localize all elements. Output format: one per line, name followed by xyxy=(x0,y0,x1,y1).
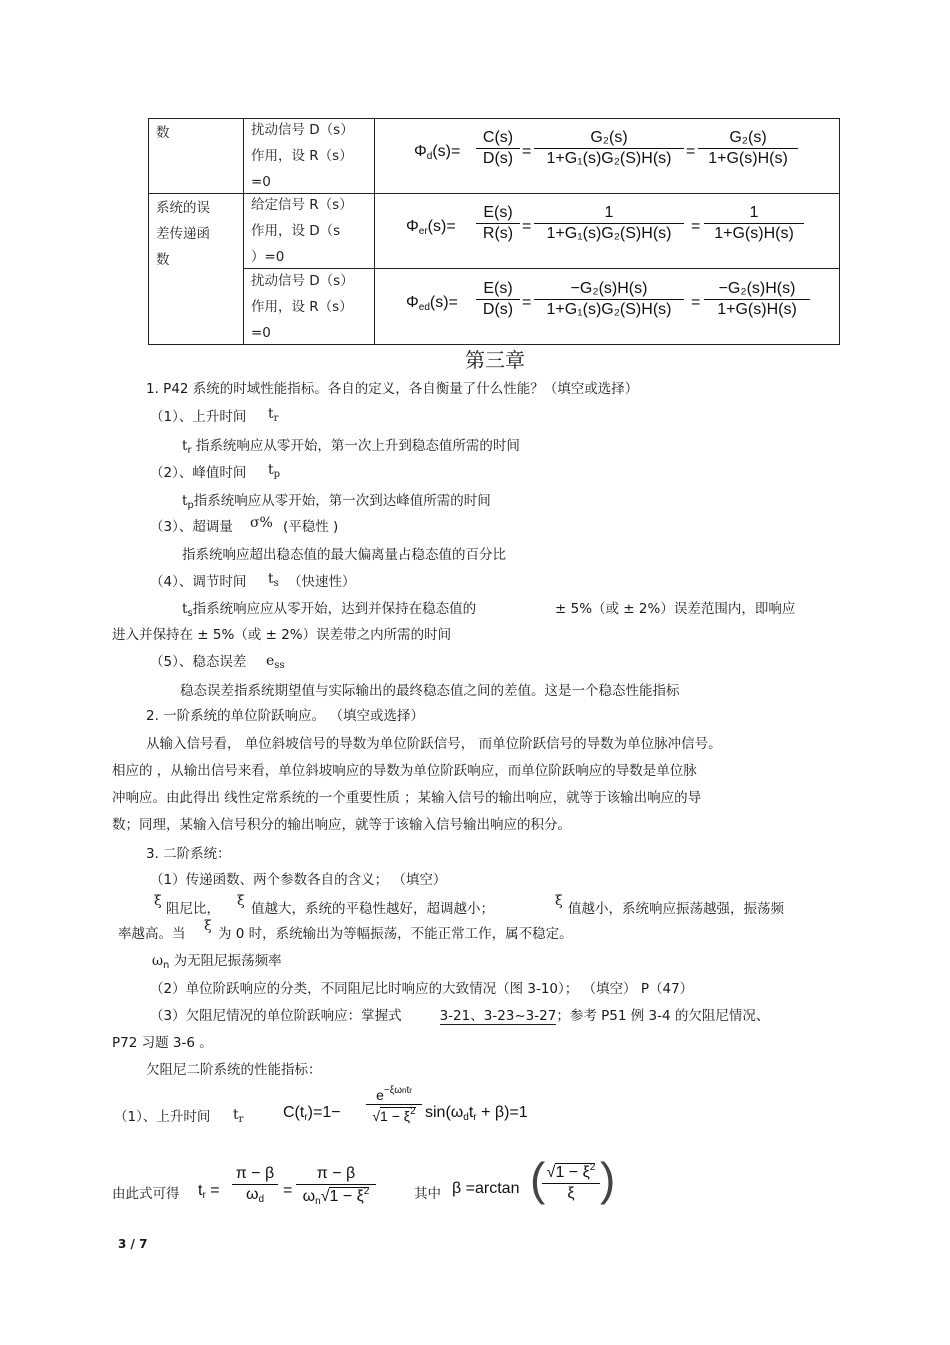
formula-phi-ed-frac2 xyxy=(534,280,684,319)
q3-line2b: 为 0 时，系统输出为等幅振荡，不能正常工作，属不稳定。 xyxy=(218,926,573,942)
table-cell-row1-col2 xyxy=(251,117,354,195)
cell-line: ）=0 xyxy=(251,249,285,265)
equals-sign: = xyxy=(522,218,532,235)
table-cell-row1-col1: 数 xyxy=(156,125,170,141)
fraction-numerator: 1 xyxy=(534,204,684,224)
fraction-denominator: 1+G₁(s)G₂(S)H(s) xyxy=(546,301,672,318)
rise-time-equation-frac xyxy=(366,1085,422,1124)
q1-item5-desc: 稳态误差指系统期望值与实际输出的最终稳态值之间的差值。这是一个稳态性能指标 xyxy=(180,683,680,699)
cell-line: =0 xyxy=(251,174,271,190)
left-paren: ( xyxy=(530,1153,546,1205)
symbol-subscript: r xyxy=(187,445,192,456)
fraction-numerator: −G₂(s)H(s) xyxy=(704,280,810,300)
formula-phi-er-frac3 xyxy=(704,204,804,243)
xi-symbol: ξ xyxy=(154,893,162,909)
q1-item1-label: （1）、上升时间 xyxy=(150,409,247,425)
xi-symbol: ξ xyxy=(555,893,563,909)
overshoot-symbol: σ% xyxy=(250,515,273,531)
fraction-denominator: 1+G₁(s)G₂(S)H(s) xyxy=(546,225,672,242)
q1-item4-label: （4）、调节时间 xyxy=(150,574,247,590)
fraction-numerator: π − β xyxy=(232,1165,278,1185)
equals-sign: = xyxy=(686,143,696,160)
derived-label: 由此式可得 xyxy=(112,1186,180,1202)
exp-numerator: $e^{-\xi\omega ntr}$ xyxy=(366,1085,422,1105)
fraction-numerator: C(s) xyxy=(476,129,520,149)
tr-frac1 xyxy=(232,1165,278,1205)
fraction-numerator: G₂(s) xyxy=(534,129,684,149)
fraction-numerator: π − β xyxy=(296,1165,376,1185)
table-cell-row3-col2 xyxy=(251,268,354,346)
q3-sub2: （2）单位阶跃响应的分类，不同阻尼比时响应的大致情况（图 3-10）； （填空） P（47） xyxy=(150,981,694,997)
omega-n-line: $\omega_n$ 为无阻尼振荡频率 xyxy=(152,953,282,971)
fraction-numerator: E(s) xyxy=(476,280,520,300)
tr-symbol: $t_r$ = xyxy=(198,1182,220,1201)
xi-symbol: ξ xyxy=(204,918,212,934)
rise-time-equation-lhs: $C(t_r)=1-$ xyxy=(283,1104,341,1123)
rise-time-symbol: $t_r$ xyxy=(233,1107,244,1125)
q2-para-line2: 相应的 ，从输出信号来看，单位斜坡响应的导数为单位阶跃响应，而单位阶跃响应的导数是单位脉 xyxy=(112,763,697,779)
desc-text: 指系统响应从零开始，第一次上升到稳态值所需的时间 xyxy=(195,438,520,454)
underlined-equations: 3-21、3-23~3-27 xyxy=(439,1008,557,1024)
beta-frac xyxy=(542,1162,600,1203)
cell-line: 差传递函 xyxy=(156,226,210,242)
q1-item3-label: （3）、超调量 xyxy=(150,519,233,535)
fraction-denominator: $\omega_n√1 - \xi^2$ xyxy=(302,1186,370,1207)
rise-time-label: （1）、上升时间 xyxy=(114,1109,211,1125)
fraction-denominator: D(s) xyxy=(482,301,514,318)
tr-frac2 xyxy=(296,1165,376,1207)
steady-state-error-symbol xyxy=(266,653,285,671)
fraction-denominator: R(s) xyxy=(482,225,514,242)
where-label: 其中 xyxy=(414,1186,441,1202)
q1-item4-desc-c: 进入并保持在 ± 5%（或 ± 2%）误差带之内所需的时间 xyxy=(112,627,452,643)
underdamped-perf-title: 欠阻尼二阶系统的性能指标： xyxy=(146,1062,322,1078)
q1-item2-desc xyxy=(182,489,491,511)
peak-time-symbol xyxy=(268,462,280,480)
formula-phi-d-frac3 xyxy=(698,129,798,168)
q1-item1-desc xyxy=(182,434,520,456)
chapter-title: 第三章 xyxy=(465,348,525,372)
formula-phi-ed-frac1 xyxy=(476,280,520,319)
cell-line: 扰动信号 D（s） xyxy=(251,273,354,289)
symbol-t: t xyxy=(182,438,188,454)
symbol-t: t xyxy=(182,601,188,617)
q3-line1c: 值越小，系统响应振荡越强，振荡频 xyxy=(568,901,784,917)
symbol-subscript: p xyxy=(273,469,281,480)
phi-symbol: Φ xyxy=(414,143,427,160)
cell-line: 扰动信号 D（s） xyxy=(251,122,354,138)
phi-subscript: d xyxy=(426,151,433,162)
symbol-e: e xyxy=(266,653,275,669)
fraction-denominator: $\omega_d$ xyxy=(245,1186,265,1205)
fraction-denominator: 1+G(s)H(s) xyxy=(717,301,797,318)
q1-item3-desc: 指系统响应超出稳态值的最大偏离量占稳态值的百分比 xyxy=(182,547,506,563)
omega-desc: 为无阻尼振荡频率 xyxy=(173,953,282,969)
text: ；参考 P51 例 3-4 的欠阻尼情况、 xyxy=(556,1008,770,1024)
table-cell-row2-col1 xyxy=(156,195,210,273)
q1-title: 1. P42 系统的时域性能指标。各自的定义，各自衡量了什么性能？（填空或选择） xyxy=(146,381,639,397)
q2-para-line4: 数；同理，某输入信号积分的输出响应，就等于该输入信号输出响应的积分。 xyxy=(112,817,571,833)
equals-sign: = xyxy=(522,294,532,311)
q1-item3-note: (平稳性 ) xyxy=(283,519,339,535)
right-paren: ) xyxy=(600,1153,616,1205)
phi-argument: (s)= xyxy=(432,143,461,160)
phi-symbol: Φ xyxy=(406,294,419,311)
phi-argument: (s)= xyxy=(429,294,458,311)
formula-phi-d-lhs xyxy=(414,143,460,162)
cell-line: =0 xyxy=(251,325,271,341)
symbol-subscript: p xyxy=(187,500,194,511)
transfer-function-table xyxy=(148,118,840,345)
q3-line1a: 阻尼比， xyxy=(166,901,220,917)
fraction-numerator: $√1 - \xi^2$ xyxy=(542,1162,600,1184)
equals-sign: = xyxy=(691,218,701,235)
fraction-numerator: −G₂(s)H(s) xyxy=(534,280,684,300)
q3-sub1: （1）传递函数、两个参数各自的含义； （填空） xyxy=(150,872,447,888)
fraction-denominator: 1+G(s)H(s) xyxy=(714,225,794,242)
q3-sub3-cont: P72 习题 3-6 。 xyxy=(112,1035,213,1051)
formula-phi-er-lhs xyxy=(406,218,456,237)
q2-para-line3: 冲响应。由此得出 线性定常系统的一个重要性质 ；某输入信号的输出响应，就等于该输出响应的导 xyxy=(112,790,702,806)
symbol-subscript: s xyxy=(187,608,193,619)
formula-phi-ed-lhs xyxy=(406,294,458,313)
page-number: 3 / 7 xyxy=(118,1237,148,1251)
q3-line2a: 率越高。当 xyxy=(118,926,186,942)
text: （3）欠阻尼情况的单位阶跃响应：掌握式 xyxy=(150,1008,402,1024)
cell-line: 给定信号 R（s） xyxy=(251,197,353,213)
fraction-denominator: D(s) xyxy=(482,150,514,167)
q3-sub3 xyxy=(150,1004,769,1024)
q2-para-line1: 从输入信号看， 单位斜坡信号的导数为单位阶跃信号， 而单位阶跃信号的导数为单位脉冲信号。 xyxy=(146,736,722,752)
phi-argument: (s)= xyxy=(427,218,456,235)
symbol-t: t xyxy=(268,462,274,478)
xi-symbol: ξ xyxy=(237,893,245,909)
rise-time-symbol xyxy=(268,406,278,424)
cell-line: 作用，设 R（s） xyxy=(251,148,353,164)
fraction-denominator: ξ xyxy=(567,1185,575,1202)
q3-title: 3. 二阶系统： xyxy=(146,846,231,862)
settling-time-symbol xyxy=(268,571,279,589)
q1-item4-desc-a xyxy=(182,597,476,619)
beta-definition: β =arctan xyxy=(452,1180,520,1197)
fraction-denominator: 1+G₁(s)G₂(S)H(s) xyxy=(546,150,672,167)
table-cell-row2-col2 xyxy=(251,192,353,270)
fraction-denominator: 1+G(s)H(s) xyxy=(708,150,788,167)
phi-subscript: er xyxy=(418,226,428,237)
fraction-numerator: 1 xyxy=(704,204,804,224)
cell-line: 系统的误 xyxy=(156,200,210,216)
formula-phi-er-frac2 xyxy=(534,204,684,243)
q2-title: 2. 一阶系统的单位阶跃响应。 （填空或选择） xyxy=(146,708,424,724)
phi-symbol: Φ xyxy=(406,218,419,235)
symbol-subscript: s xyxy=(273,578,279,589)
symbol-t: t xyxy=(268,571,274,587)
formula-phi-d-frac1 xyxy=(476,129,520,168)
equals-sign: = xyxy=(522,143,532,160)
phi-subscript: ed xyxy=(418,302,430,313)
desc-text: 指系统响应从零开始，第一次到达峰值所需的时间 xyxy=(193,493,491,509)
cell-line: 作用，设 R（s） xyxy=(251,299,353,315)
desc-text: 指系统响应应从零开始，达到并保持在稳态值的 xyxy=(192,601,477,617)
symbol-t: t xyxy=(182,493,188,509)
symbol-subscript: ss xyxy=(274,660,285,671)
q1-item5-label: （5）、稳态误差 xyxy=(150,654,247,670)
rise-time-equation-rhs: $\sin(\omega_dt_r + \beta)=1$ xyxy=(425,1104,528,1123)
cell-line: 数 xyxy=(156,252,170,268)
fraction-numerator: E(s) xyxy=(476,204,520,224)
q1-item2-label: （2）、峰值时间 xyxy=(150,465,247,481)
fraction-numerator: G₂(s) xyxy=(698,129,798,149)
symbol-subscript: r xyxy=(273,413,279,424)
equals-sign: = xyxy=(691,294,701,311)
formula-phi-d-frac2 xyxy=(534,129,684,168)
q1-item4-note: （快速性） xyxy=(288,574,356,590)
sqrt-denominator: $√1 - \xi^2$ xyxy=(372,1106,416,1124)
equals-sign: = xyxy=(283,1182,293,1199)
cell-line: 作用，设 D（s xyxy=(251,223,341,239)
formula-phi-er-frac1 xyxy=(476,204,520,243)
q1-item4-desc-b: ± 5%（或 ± 2%）误差范围内，即响应 xyxy=(555,601,796,617)
q3-line1b: 值越大，系统的平稳性越好，超调越小； xyxy=(251,901,494,917)
symbol-t: t xyxy=(268,406,274,422)
formula-phi-ed-frac3 xyxy=(704,280,810,319)
